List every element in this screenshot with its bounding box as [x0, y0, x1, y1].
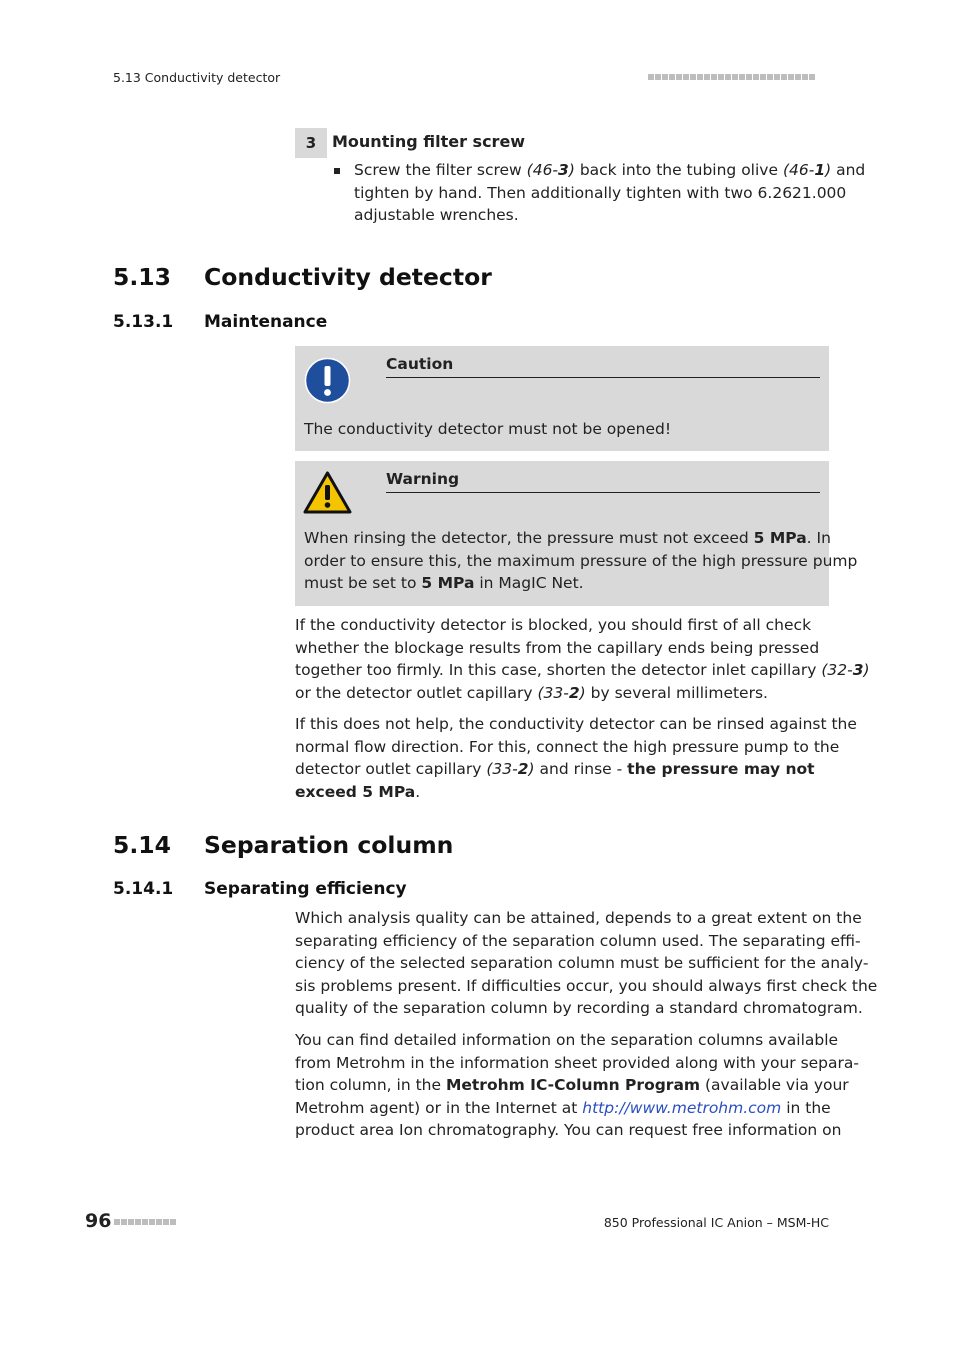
step-number: 3	[295, 128, 327, 158]
paragraph-information: You can find detailed information on the separation columns available from Metrohm in the information sheet provided along with your separa- tion column, in the Metrohm IC-Column Program (available via your Metrohm agent) or in the Internet at http://www.metrohm.com in the product area Ion chromatography. You can request free information on	[295, 1031, 859, 1139]
section-title: Conductivity detector	[204, 263, 492, 291]
paragraph-rinse: If this does not help, the conductivity detector can be rinsed against the normal flow direction. For this, connect the high pressure pump to the detector outlet capillary (33-2) and rinse - the pressure may not exceed 5 MPa.	[295, 715, 857, 801]
subsection-number: 5.13.1	[113, 312, 174, 332]
section-title: Separation column	[204, 831, 454, 859]
metrohm-link[interactable]: http://www.metrohm.com	[582, 1098, 782, 1117]
caution-text: The conductivity detector must not be opened!	[304, 420, 672, 438]
step-title: Mounting filter screw	[332, 132, 526, 151]
warning-icon	[303, 471, 352, 514]
caution-title: Caution	[386, 355, 454, 373]
section-number: 5.13	[113, 263, 171, 291]
subsection-number: 5.14.1	[113, 879, 174, 899]
paragraph-blockage: If the conductivity detector is blocked, you should first of all check whether the blockage results from the capillary ends being pressed together too firmly. In this case, shorten the detector inlet capillary (32-3) or the detector outlet capillary (33-2) by several millimeters.	[295, 616, 870, 702]
caution-box	[295, 346, 829, 451]
footer-decoration	[114, 1219, 176, 1225]
warning-title: Warning	[386, 470, 460, 488]
caution-divider	[386, 377, 820, 378]
caution-icon	[304, 357, 351, 404]
subsection-title: Separating efficiency	[204, 879, 407, 899]
page-number: 96	[85, 1210, 112, 1232]
section-number: 5.14	[113, 831, 171, 859]
bullet-marker	[334, 168, 340, 174]
header-decoration	[648, 74, 815, 80]
running-header: 5.13 Conductivity detector	[113, 70, 281, 85]
warning-text: When rinsing the detector, the pressure must not exceed 5 MPa. In order to ensure this, the maximum pressure of the high pressure pump must be set to 5 MPa in MagIC Net.	[304, 529, 858, 592]
step-bullet-text: Screw the filter screw (46-3) back into the tubing olive (46-1) and tighten by hand. Then additionally tighten with two 6.2621.000 adjustable wrenches.	[354, 161, 866, 224]
subsection-title: Maintenance	[204, 312, 328, 332]
warning-divider	[386, 492, 820, 493]
warning-box	[295, 461, 858, 606]
paragraph-efficiency: Which analysis quality can be attained, depends to a great extent on the separating efficiency of the separation column used. The separating effi- ciency of the selected separation column must be sufficient for the analy- sis problems present. If difficulties occur, you should always first check the quality of the separation column by recording a standard chromatogram.	[295, 909, 878, 1017]
footer-product: 850 Professional IC Anion – MSM-HC	[603, 1215, 829, 1230]
